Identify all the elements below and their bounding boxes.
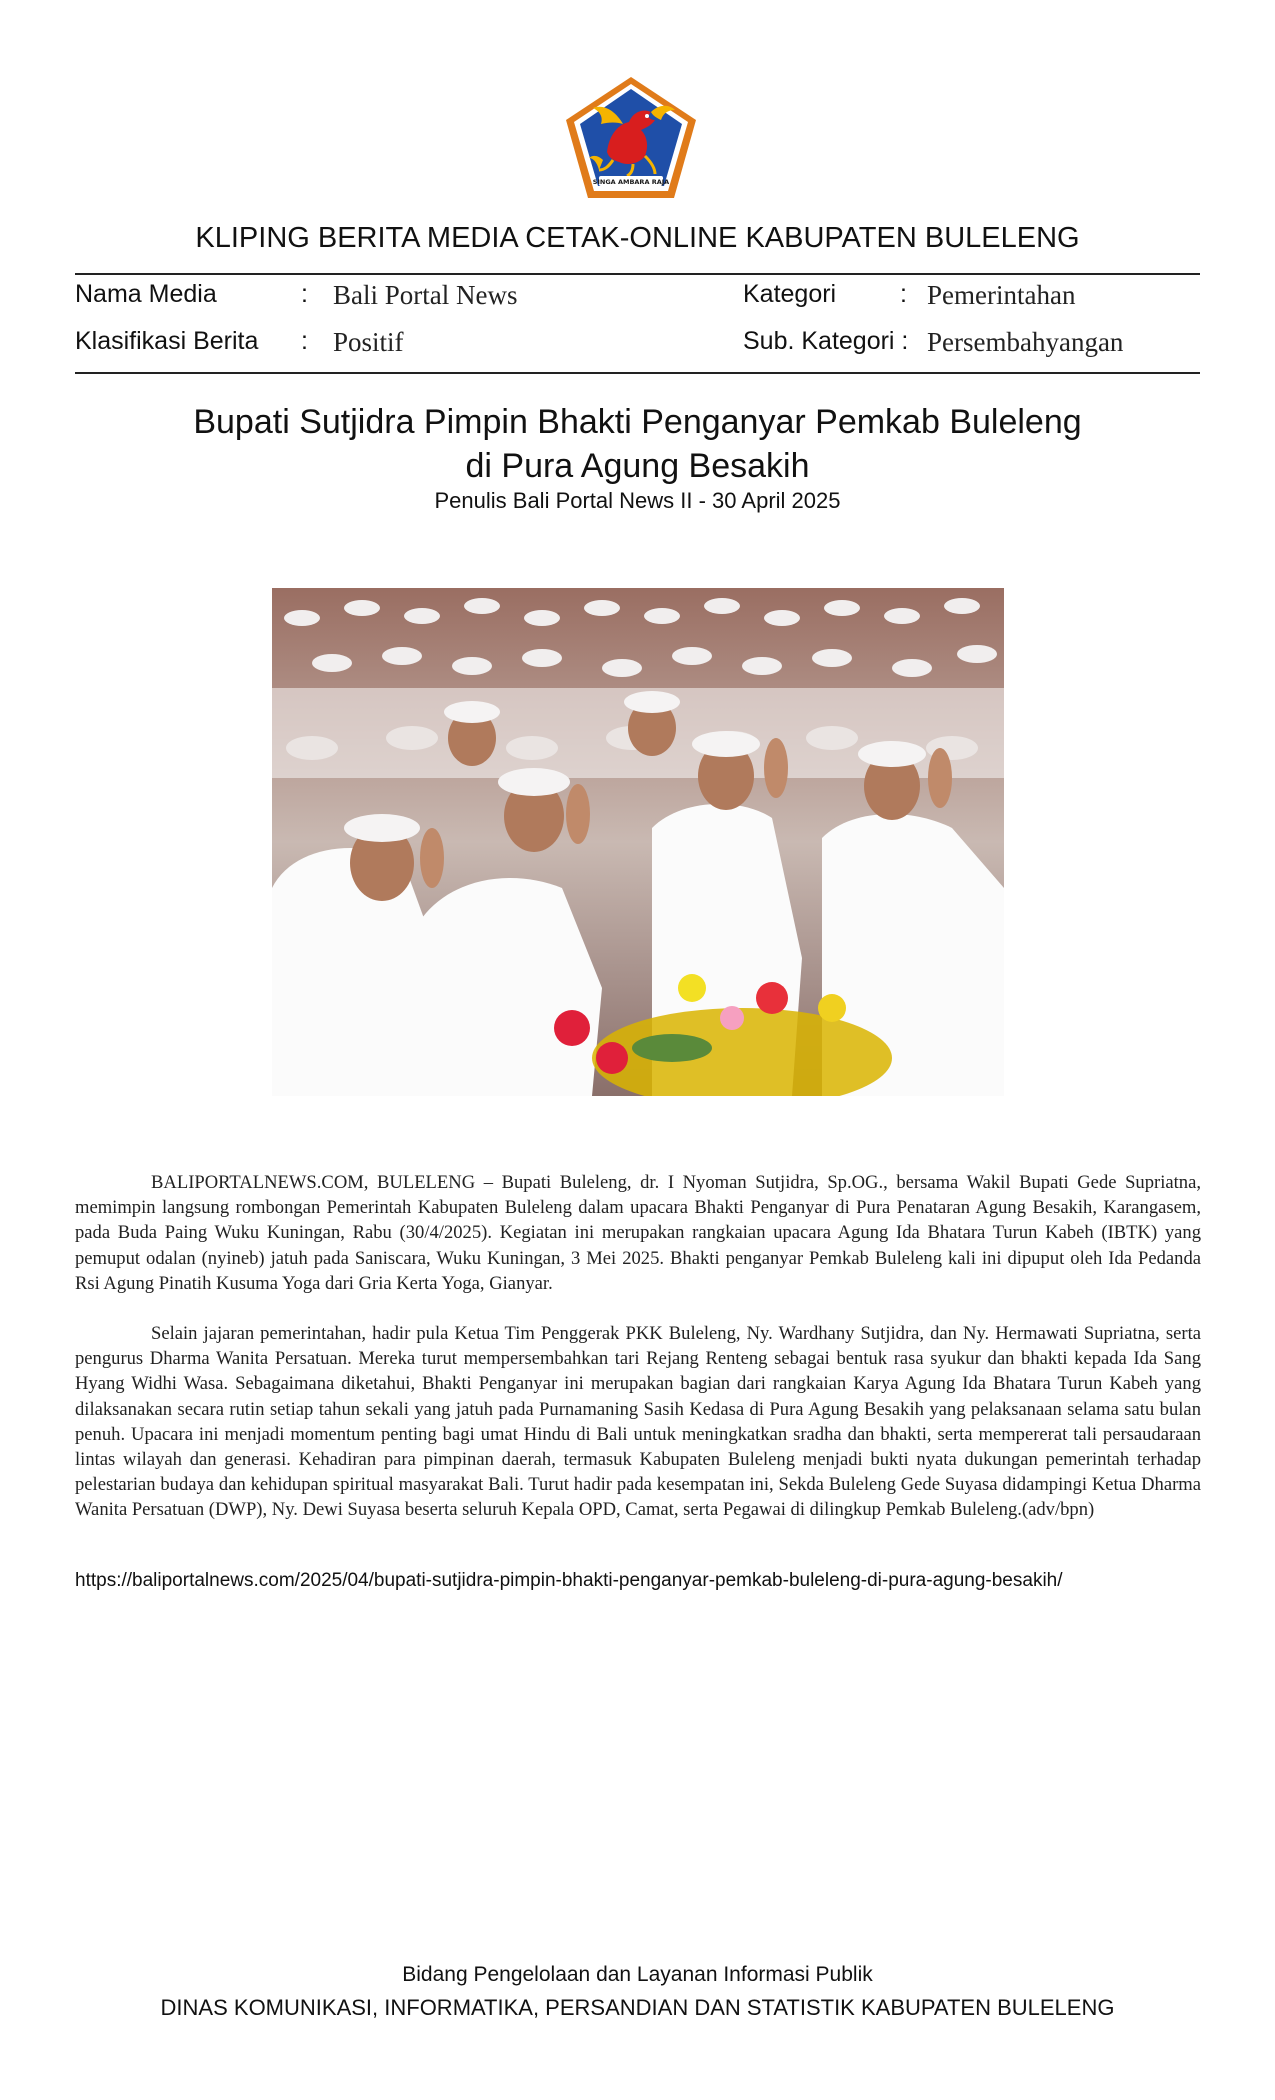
article-photo — [272, 588, 1004, 1096]
meta-row-1 — [75, 280, 1200, 316]
article-body — [75, 1170, 1201, 1548]
article-paragraph-1: BALIPORTALNEWS.COM, BULELENG – Bupati Buleleng, dr. I Nyoman Sutjidra, Sp.OG., bersama Wakil Bupati Gede Supriatna, memimpin langsung rombongan Pemerintah Kabupaten Buleleng dalam upacara Bhakti Penganyar di Pura Penataran Agung Besakih, Karangasem, pada Buda Paing Wuku Kuningan, Rabu (30/4/2025). Kegiatan ini merupakan rangkaian upacara Agung Ida Bhatara Turun Kabeh (IBTK) yang pemuput odalan (nyineb) jatuh pada Saniscara, Wuku Kuningan, 3 Mei 2025. Bhakti penganyar Pemkab Buleleng kali ini dipuput oleh Ida Pedanda Rsi Agung Pinatih Kusuma Yoga dari Gria Kerta Yoga, Gianyar. — [75, 1172, 1201, 1294]
kategori-colon: : — [900, 280, 907, 308]
subkategori-label: Sub. Kategori : — [743, 327, 909, 355]
article-paragraph-2: Selain jajaran pemerintahan, hadir pula Ketua Tim Penggerak PKK Buleleng, Ny. Wardhany Sutjidra, dan Ny. Hermawati Supriatna, serta pengurus Dharma Wanita Persatuan. Mereka turut mempersembahkan tari Rejang Renteng sebagai bentuk rasa syukur dan bhakti kepada Ida Sang Hyang Widhi Wasa. Sebagaimana diketahui, Bhakti Penganyar ini merupakan bagian dari rangkaian Karya Agung Ida Bhatara Turun Kabeh yang dilaksanakan secara rutin setiap tahun sekali yang jatuh pada Purnamaning Sasih Kedasa di Pura Agung Besakih yang pelaksanaan selama satu bulan penuh. Upacara ini menjadi momentum penting bagi umat Hindu di Bali untuk meningkatkan sradha dan bhakti, serta mempererat tali persaudaraan lintas wilayah dan generasi. Kehadiran para pimpinan daerah, termasuk Kabupaten Buleleng menjadi bukti nyata dukungan pemerintah terhadap pelestarian budaya dan kehidupan spiritual masyarakat Bali. Turut hadir pada kesempatan ini, Sekda Buleleng Gede Suyasa didampingi Ketua Dharma Wanita Persatuan (DWP), Ny. Dewi Suyasa beserta seluruh Kepala OPD, Camat, serta Pegawai di dilingkup Pemkab Buleleng.(adv/bpn) — [75, 1323, 1201, 1521]
meta-row-2 — [75, 327, 1200, 363]
klasifikasi-label: Klasifikasi Berita — [75, 327, 259, 355]
buleleng-emblem-logo — [563, 74, 699, 202]
emblem-svg — [563, 74, 699, 202]
media-value: Bali Portal News — [333, 280, 518, 310]
subkategori-value: Persembahyangan — [927, 327, 1124, 357]
klasifikasi-colon: : — [301, 327, 308, 355]
photo-svg — [272, 588, 1004, 1096]
kategori-value: Pemerintahan — [927, 280, 1076, 310]
klasifikasi-value: Positif — [333, 327, 404, 357]
document-title: KLIPING BERITA MEDIA CETAK-ONLINE KABUPATEN BULELENG — [195, 222, 1080, 254]
emblem-motto: SINGA AMBARA RAJA — [592, 178, 670, 186]
article-byline: Penulis Bali Portal News II - 30 April 2025 — [434, 488, 841, 513]
footer-department: Bidang Pengelolaan dan Layanan Informasi Publik — [402, 1963, 873, 1986]
article-source-url[interactable]: https://baliportalnews.com/2025/04/bupati-sutjidra-pimpin-bhakti-penganyar-pemkab-buleleng-di-pura-agung-besakih/ — [75, 1570, 1063, 1591]
header-divider-bottom — [75, 372, 1200, 374]
article-headline-line1: Bupati Sutjidra Pimpin Bhakti Penganyar Pemkab Buleleng — [193, 403, 1082, 441]
footer-agency: DINAS KOMUNIKASI, INFORMATIKA, PERSANDIAN DAN STATISTIK KABUPATEN BULELENG — [160, 1995, 1115, 2020]
media-colon: : — [301, 280, 308, 308]
header-divider-top — [75, 273, 1200, 275]
article-headline-line2: di Pura Agung Besakih — [465, 447, 810, 485]
kategori-label: Kategori — [743, 280, 837, 308]
media-label: Nama Media — [75, 280, 217, 308]
